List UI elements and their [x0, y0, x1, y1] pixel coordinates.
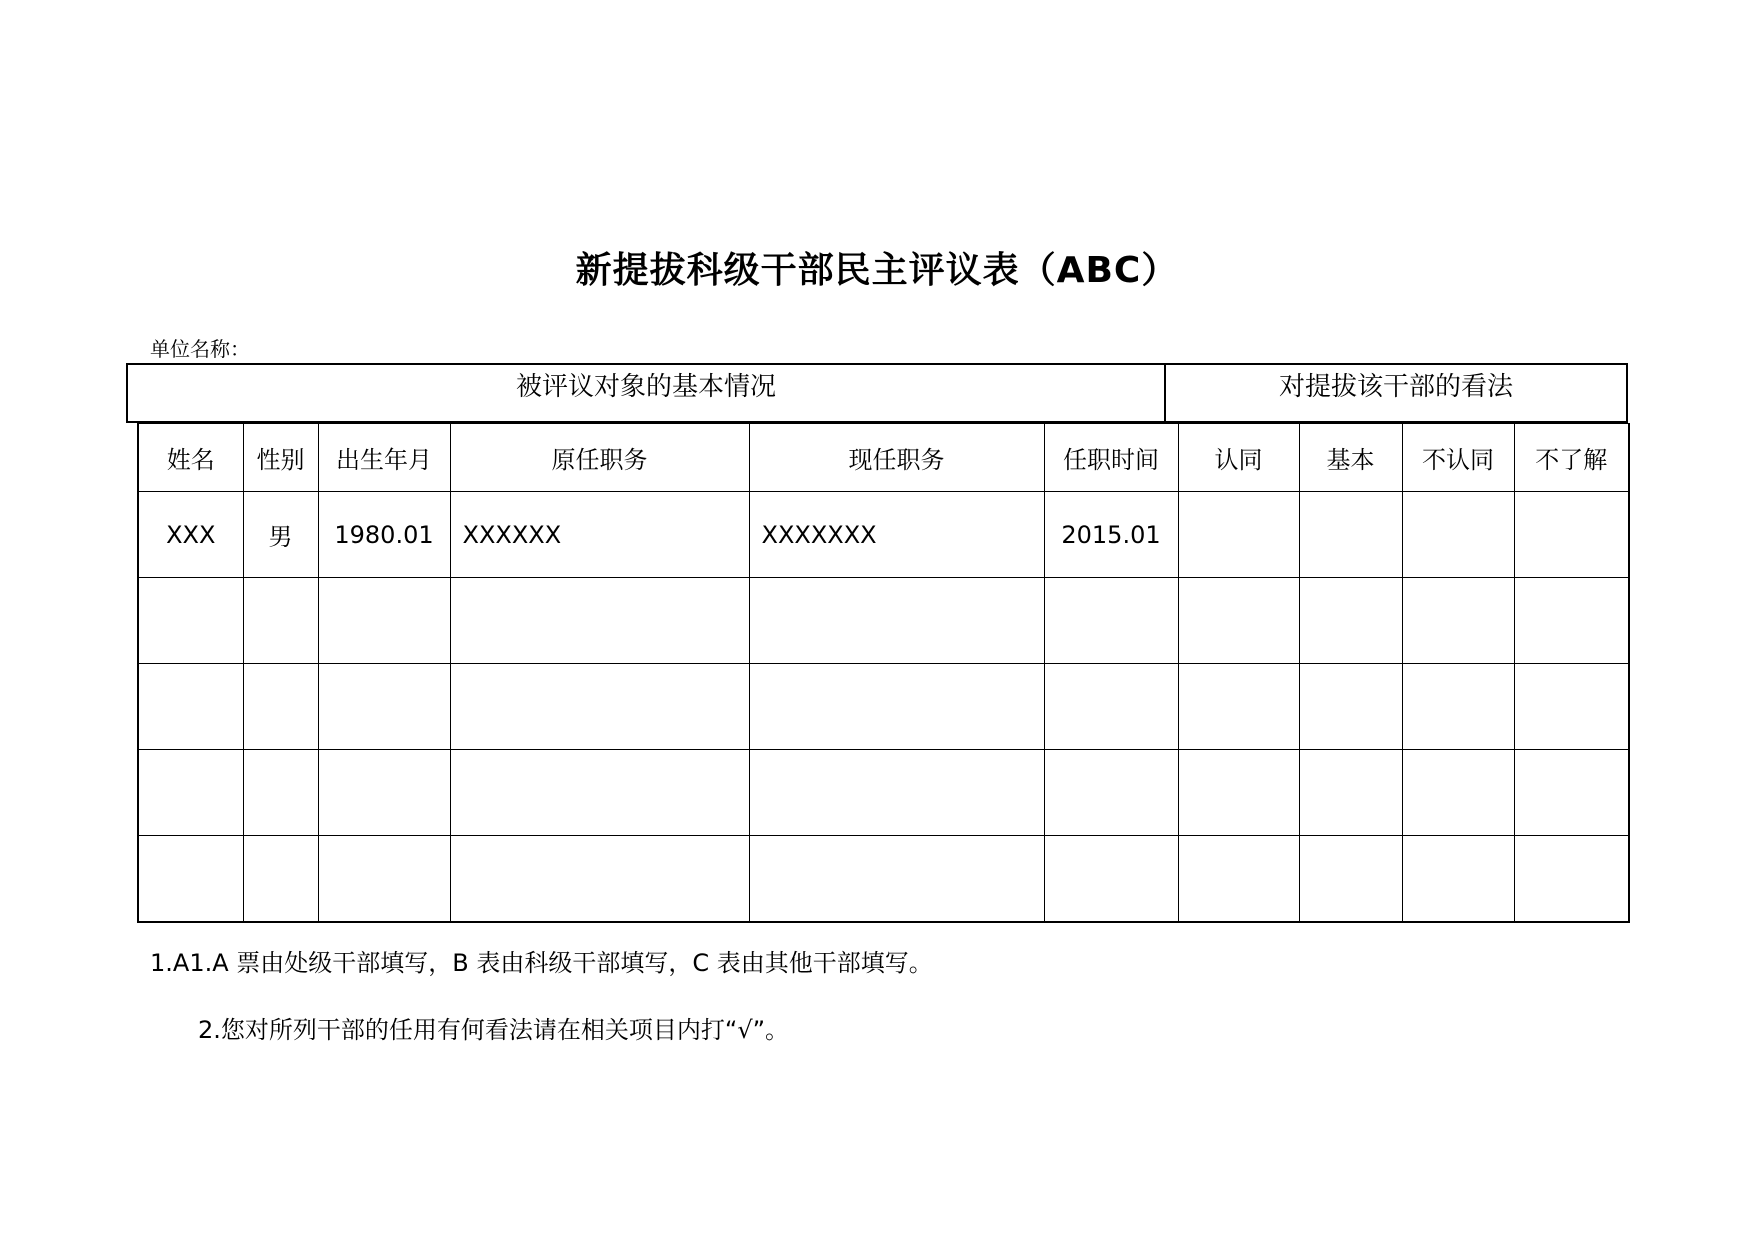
cell-agree[interactable] — [1178, 836, 1299, 922]
column-header-appointment-date: 任职时间 — [1044, 424, 1178, 492]
group-header-basic-info: 被评议对象的基本情况 — [515, 372, 776, 402]
cell-birth: 1980.01 — [318, 492, 450, 578]
cell-agree[interactable] — [1178, 750, 1299, 836]
evaluation-table — [137, 423, 1630, 923]
note-2: 2.您对所列干部的任用有何看法请在相关项目内打“√”。 — [198, 1016, 790, 1044]
cell-appointment-date — [1044, 750, 1178, 836]
column-header-agree: 认同 — [1178, 424, 1299, 492]
cell-basically[interactable] — [1299, 750, 1402, 836]
cell-birth — [318, 836, 450, 922]
cell-former-post — [450, 578, 749, 664]
cell-agree[interactable] — [1178, 492, 1299, 578]
column-header-gender: 性别 — [243, 424, 318, 492]
cell-name: XXX — [138, 492, 243, 578]
unit-name-label: 单位名称： — [150, 337, 250, 361]
cell-disagree[interactable] — [1402, 750, 1514, 836]
cell-disagree[interactable] — [1402, 492, 1514, 578]
table-row — [138, 836, 1629, 922]
cell-name — [138, 578, 243, 664]
column-header-basically: 基本 — [1299, 424, 1402, 492]
cell-agree[interactable] — [1178, 578, 1299, 664]
column-header-birth: 出生年月 — [318, 424, 450, 492]
cell-appointment-date: 2015.01 — [1044, 492, 1178, 578]
table-row — [138, 492, 1629, 578]
cell-birth — [318, 750, 450, 836]
cell-current-post — [749, 578, 1044, 664]
column-header-disagree: 不认同 — [1402, 424, 1514, 492]
cell-unknown[interactable] — [1514, 750, 1629, 836]
cell-unknown[interactable] — [1514, 836, 1629, 922]
cell-name — [138, 750, 243, 836]
table-row — [138, 750, 1629, 836]
table-row — [138, 664, 1629, 750]
cell-birth — [318, 664, 450, 750]
column-header-row — [138, 424, 1629, 492]
cell-disagree[interactable] — [1402, 836, 1514, 922]
cell-unknown[interactable] — [1514, 578, 1629, 664]
cell-basically[interactable] — [1299, 664, 1402, 750]
cell-birth — [318, 578, 450, 664]
note-1: 1.A1.A 票由处级干部填写，B 表由科级干部填写，C 表由其他干部填写。 — [150, 949, 933, 977]
cell-current-post — [749, 664, 1044, 750]
cell-basically[interactable] — [1299, 578, 1402, 664]
cell-appointment-date — [1044, 836, 1178, 922]
cell-disagree[interactable] — [1402, 578, 1514, 664]
column-header-unknown: 不了解 — [1514, 424, 1629, 492]
column-header-name: 姓名 — [138, 424, 243, 492]
cell-appointment-date — [1044, 664, 1178, 750]
cell-appointment-date — [1044, 578, 1178, 664]
cell-former-post — [450, 836, 749, 922]
cell-unknown[interactable] — [1514, 664, 1629, 750]
cell-gender — [243, 664, 318, 750]
cell-former-post: XXXXXX — [450, 492, 749, 578]
page-title: 新提拔科级干部民主评议表（ABC） — [575, 250, 1179, 291]
cell-current-post — [749, 836, 1044, 922]
cell-gender — [243, 836, 318, 922]
column-header-former-post: 原任职务 — [450, 424, 749, 492]
cell-name — [138, 836, 243, 922]
cell-gender: 男 — [243, 492, 318, 578]
table-row — [138, 578, 1629, 664]
column-header-current-post: 现任职务 — [749, 424, 1044, 492]
cell-disagree[interactable] — [1402, 664, 1514, 750]
cell-gender — [243, 750, 318, 836]
cell-current-post: XXXXXXX — [749, 492, 1044, 578]
cell-basically[interactable] — [1299, 492, 1402, 578]
cell-former-post — [450, 750, 749, 836]
cell-agree[interactable] — [1178, 664, 1299, 750]
cell-basically[interactable] — [1299, 836, 1402, 922]
cell-gender — [243, 578, 318, 664]
cell-name — [138, 664, 243, 750]
group-header-opinion: 对提拔该干部的看法 — [1278, 372, 1513, 402]
cell-current-post — [749, 750, 1044, 836]
cell-former-post — [450, 664, 749, 750]
cell-unknown[interactable] — [1514, 492, 1629, 578]
